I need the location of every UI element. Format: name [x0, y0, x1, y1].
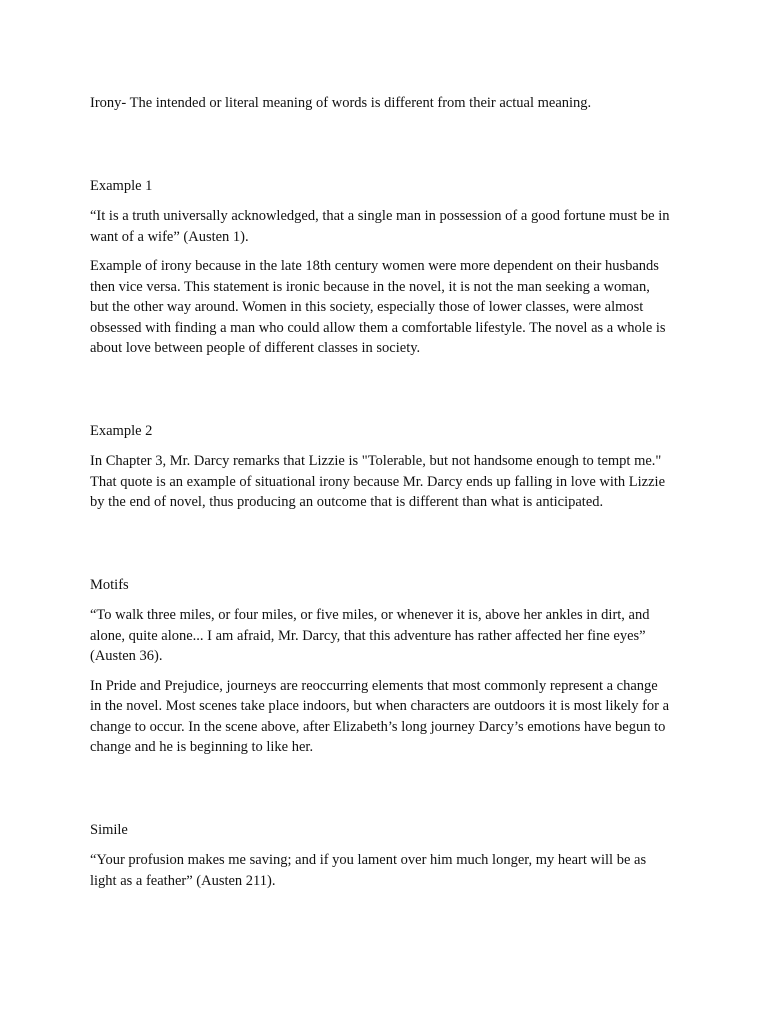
section-heading: Motifs	[90, 576, 129, 593]
section-example-2	[90, 421, 670, 513]
irony-definition: Irony- The intended or literal meaning of words is different from their actual meaning.	[90, 95, 592, 111]
section-quote: “It is a truth universally acknowledged, that a single man in possession of a good fortune must be in want of a wife” (Austen 1).	[90, 208, 670, 245]
section-simile	[90, 820, 670, 892]
section-example-1	[90, 176, 670, 359]
section-quote: “To walk three miles, or four miles, or five miles, or whenever it is, above her ankles in dirt, and alone, quite alone... I am afraid, Mr. Darcy, that this adventure has rather affected her fine eyes” (Austen 36).	[90, 607, 650, 664]
section-heading: Example 1	[90, 177, 153, 194]
section-heading: Example 2	[90, 422, 153, 439]
document-page	[90, 93, 670, 900]
section-heading: Simile	[90, 821, 128, 838]
section-motifs	[90, 575, 670, 758]
section-body: In Pride and Prejudice, journeys are reoccurring elements that most commonly represent a change in the novel. Most scenes take place indoors, but when characters are outdoors it is most likely for a change to occur. In the scene above, after Elizabeth’s long journey Darcy’s emotions have begun to change and he is beginning to like her.	[90, 677, 670, 755]
section-body: Example of irony because in the late 18th century women were more dependent on their husbands then vice versa. This statement is ironic because in the novel, it is not the man seeking a woman, but the other way around. Women in this society, especially those of lower classes, were almost obsessed with finding a man who could allow them a comfortable lifestyle. The novel as a whole is about love between people of different classes in society.	[90, 258, 666, 356]
section-quote: “Your profusion makes me saving; and if you lament over him much longer, my heart will be as light as a feather” (Austen 211).	[90, 852, 647, 889]
section-body: In Chapter 3, Mr. Darcy remarks that Lizzie is "Tolerable, but not handsome enough to tempt me." That quote is an example of situational irony because Mr. Darcy ends up falling in love with Lizzie by the end of novel, thus producing an outcome that is different than what is anticipated.	[90, 453, 666, 510]
